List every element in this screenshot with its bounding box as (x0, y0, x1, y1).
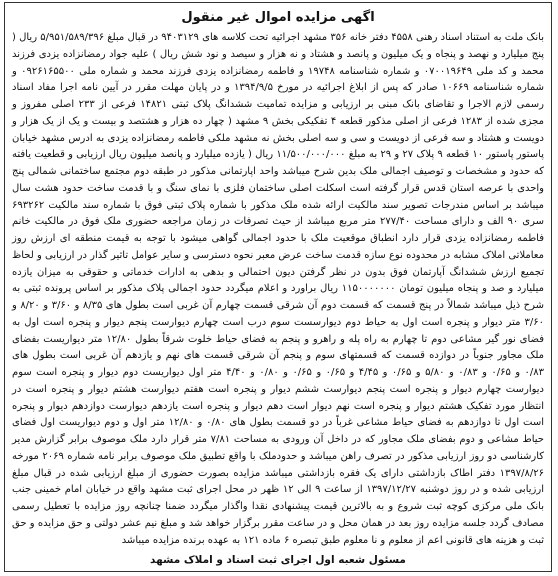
notice-title: اگهی مزایده اموال غیر منقول (181, 10, 375, 25)
notice-body: بانک ملت به استناد اسناد رهنی ۴۵۵۸ دفتر خانه ۳۵۶ مشهد اجرائیه تحت کلاسه های ۹۴۰۳۱۲۹ در قبال مبلغ ۵/۹۵۱/۵۸۹/۳۹۶ ریال ( پنج میلیارد و نهصد و پنجاه و یک میلیون و پانصد و هشتاد و نه هزار و سیصد و نود شش ریال ) علیه جواد رمضانزاده یزدی فرزند محمد و کد ملی ۰۷۰۰۱۹۶۴۹ و شماره شناسنامه ۱۹۷۴۸ و فاطمه رمضانزاده یزدی فرزند محمد و شماره ملی ۰۹۲۶۱۶۵۵۰۰ و شماره شناسنامه ۱۰۶۶۹ صادر که پس از ابلاغ اجرائیه در مورخ ۱۳۹۴/۹/۵ و در پایان مهلت مقرر در آیین نامه اجرا مفاد اسناد رسمی لازم الاجرا و تقاضای بانک مبنی بر ارزیابی و مزایده تمامیت ششدانگ پلاک ثبتی ۱۴۸۲۱ فرعی از ۲۳۳ اصلی مفروز و مجزی شده از ۱۲۸۳ فرعی از اصلی مذکور قطعه ۴ تفکیکی بخش ۹ مشهد ( چهار ده هزار و هشتصد و بیست و یک از یک هزار و دویست و هشتاد و سه فرعی از دویست و سی و سه اصلی بخش نه مشهد ملکی فاطمه رمضانزاده یزدی به ادرس مشهد خیابان پاستور پاستور ۱۰ قطعه ۹ پلاک ۲۷ و ۲۹ به مبلغ ۱۱/۵۰۰/۰۰۰/۰۰۰ ریال ( یازده میلیارد و پانصد میلیون ریال ارزیابی و قطعیت یافته که حدود و مشخصات و توصیف اجمالی ملک بدین شرح میباشد واحد اپارتمانی مذکور در طبقه دوم مجتمع ساختمانی شمالی پنج واحدی با عرصه استان قدس قرار گرفته است اسکلت اصلی ساختمان فلزی با نمای سنگ و با قدمت ساخت حدود هشت سال میباشد بر اساس مندرجات تصویر سند مالکیت ارائه شده ملک مذکور با شماره پلاک ثبتی فوق با شماره سند مالکیت ۶۹۳۲۶۲ سری ۹۰ الف و دارای مساحت ۲۷۷/۴۰ متر مربع میباشد از حیث تصرفات در زمان مراجعه حضوری ملک فوق در مالکیت خانم فاطمه رمضانزاده یزدی قرار دارد انطباق موقعیت ملک با حدود اجمالی گواهی میشود با توجه به قیمت منطقه ای ارزش روز معاملاتی املاک مشابه در محدوده نوع سازه قدمت ساخت عرض معبر نحوه دسترسی و سایر عوامل تاثیر گذار در ارزیابی و لحاظ تجمیع ارزش ششدانگ آپارتمان فوق بدون در نظر گرفتن دیون احتمالی و بدهی به ادارات خدماتی و حقوقی به میزان یازده میلیارد و صد و پنجاه میلیون تومان ۱۱۵۰۰۰۰۰۰۰ ریال براورد و اعلام میگردد حدود اجمالی پلاک مذکور بر اساس پرونده ثبتی به شرح ذیل میباشد شمالاً در پنج قسمت که قسمت دوم آن شرقی قسمت چهارم آن غربی است بطول های ۸/۳۵ و ۳/۶۰ و ۸/۲۰ و ۳/۶۰ متر دیوار و پنجره است اول به حیاط دوم دیوارسست سوم درب است چهارم دیوارست پنجم دیوار و پنجره است اول به فضای نور گیر مشاعی دوم تا چهارم به راه پله و راهرو و پنجم به فضای حیاط خلوت شرقاً بطول ۱۲/۸۰ متر دیواریست بفضای ملک مجاور جنوباً در دوازده قسمت که قسمتهای سوم و پنجم آن شرقی قسمت های نهم و یازدهم آن غربی است بطول های ۰/۸۳ و ۰/۶۵ و ۰/۸۳ و ۵/۸۰ و ۰/۶۵ و ۴/۴۵ و ۰/۶۵ و ۰/۶۵ و ۰/۸۰ و ۴/۴۰ متر اول دیواریست دوم دیوار و پنجره است سوم دیوارست چهارم دیوار و پنجره است پنجم دیوارست ششم دیوار و پنجره است هفتم دیوارست هشتم دیوار و پنجره است در انتظار مورد تفکیک هشتم دیوار و پنجره است نهم دیوار است دهم دیوار و پنجره است یازدهم دیوارست دوازدهم دیوار و پنجره است اول تا دوازدهم به فضای حیاط مشاعی غرباً در دو قسمت بطول های ۰/۸۰ و ۱۲/۸۰ متر اول و دوم دیواریست اول فضای حیاط مشاعی و دوم بفضای ملک مجاور که در داخل آن ورودی به مساحت ۷/۸۱ متر قرار دارد ملک موصوف برابر گزارش مدیر کارشناسی دو روز ارزیابی مذکور در تصرف راهن میباشد و حدودملک با واقع تطبیق ملک موصوف برابر نامه شماره ۲۰۶۹ مورخه ۱۳۹۷/۸/۲۶ دفتر اطاک بازداشتی دارای یک فقره بازداشتی میباشد مزایده بصورت حضوری از مبلغ ارزیابی شده در قبال مبلغ ارزیابی شده و در روز دوشنبه ۱۳۹۷/۱۲/۲۷ از ساعت ۹ الی ۱۲ ظهر در محل اجرای ثبت مشهد واقع در خیابان امام خمینی جنب بانک ملی مرکزی کوچه ثبت شروع و به بالاترین قیمت پیشنهادی نقدا واگذار میگردد ضمنا چنانچه روز مزایده با تعطیل رسمی مصادف گردد جلسه مزایده روز بعد در همان محل و در ساعت مقرر برگزار خواهد شد و مبلغ نیم عشر دولتی و حق مزایده و حق ثبت و هزینه های قانونی اعم از معلوم و نا معلوم طبق تبصره ۶ ماده ۱۲۱ به عهده برنده مزایده میباشد (12, 32, 545, 546)
notice-signature: مسئول شعبه اول اجرای ثبت اسناد و املاک مشهد (150, 554, 406, 566)
auction-notice (4, 2, 552, 572)
